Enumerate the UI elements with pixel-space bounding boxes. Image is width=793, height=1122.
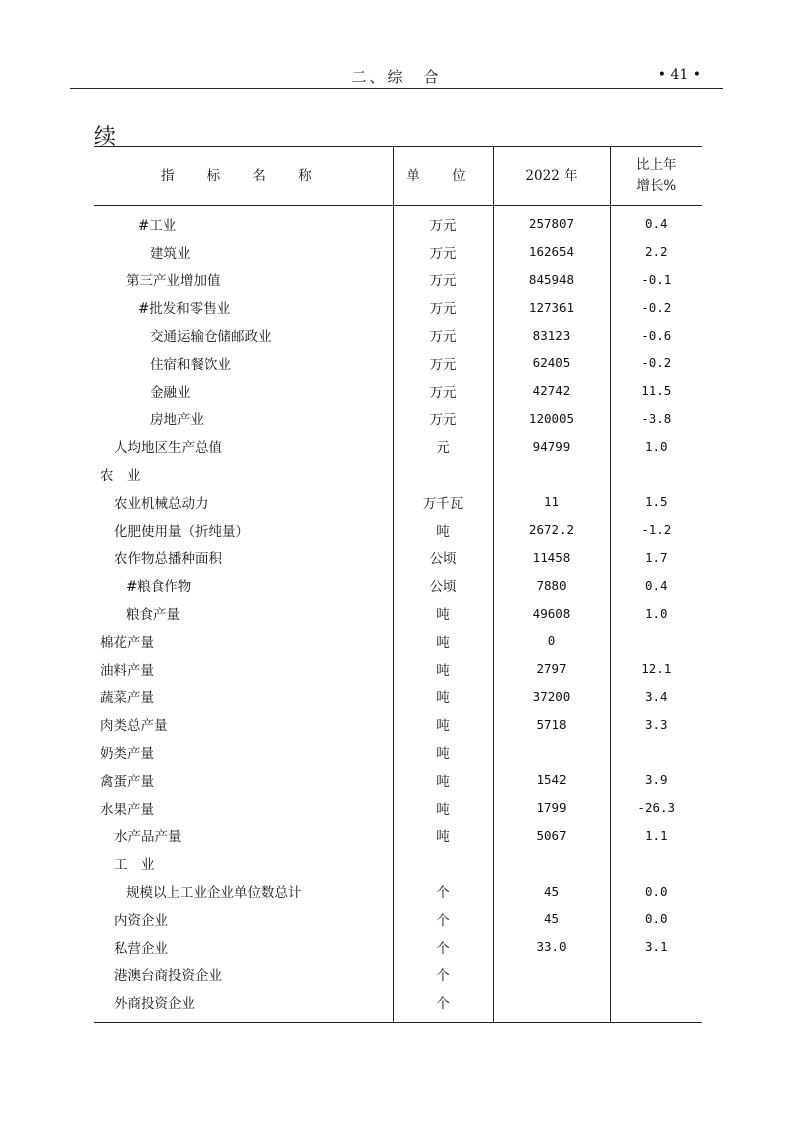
indicator-name: 规模以上工业企业单位数总计	[126, 885, 302, 902]
value-cell: 162654	[493, 238, 610, 266]
table-row	[94, 794, 702, 822]
indicator-name: 金融业	[150, 384, 191, 401]
value-cell: 45	[493, 905, 610, 933]
unit-cell: 吨	[393, 683, 493, 711]
table-row	[94, 238, 702, 266]
value-cell: 1799	[493, 794, 610, 822]
table-row	[94, 961, 702, 989]
table-row	[94, 849, 702, 877]
growth-cell: -0.6	[610, 321, 702, 349]
indicator-name: 私营企业	[114, 940, 168, 957]
indicator-name: 农作物总播种面积	[114, 551, 222, 568]
value-cell: 7880	[493, 571, 610, 599]
table-row	[94, 349, 702, 377]
indicator-name: 房地产业	[150, 412, 204, 429]
column-header-unit: 单 位	[393, 147, 493, 206]
value-cell: 257807	[493, 206, 610, 238]
unit-cell: 个	[393, 905, 493, 933]
unit-cell: 万元	[393, 206, 493, 238]
header-rule	[70, 88, 723, 89]
indicator-name: 棉花产量	[100, 634, 154, 651]
unit-cell: 万千瓦	[393, 488, 493, 516]
table-row	[94, 877, 702, 905]
growth-cell: -1.2	[610, 516, 702, 544]
indicator-name: 化肥使用量（折纯量）	[114, 523, 249, 540]
table-row	[94, 627, 702, 655]
growth-cell: 1.1	[610, 822, 702, 850]
unit-cell: 公顷	[393, 544, 493, 572]
column-header-name: 指 标 名 称	[94, 147, 393, 206]
value-cell: 42742	[493, 377, 610, 405]
growth-cell: 3.4	[610, 683, 702, 711]
unit-cell: 吨	[393, 710, 493, 738]
value-cell: 37200	[493, 683, 610, 711]
table-row	[94, 206, 702, 238]
growth-cell	[610, 460, 702, 488]
growth-cell: -0.2	[610, 293, 702, 321]
growth-cell	[610, 627, 702, 655]
unit-cell: 万元	[393, 321, 493, 349]
table-row	[94, 460, 702, 488]
growth-cell: -3.8	[610, 405, 702, 433]
growth-cell	[610, 988, 702, 1022]
growth-cell: -26.3	[610, 794, 702, 822]
growth-cell: -0.1	[610, 266, 702, 294]
growth-cell: 1.0	[610, 432, 702, 460]
value-cell	[493, 849, 610, 877]
unit-cell: 万元	[393, 405, 493, 433]
table-row	[94, 905, 702, 933]
growth-cell: 3.9	[610, 766, 702, 794]
growth-cell: 0.4	[610, 571, 702, 599]
value-cell: 45	[493, 877, 610, 905]
indicator-name: #批发和零售业	[138, 301, 231, 318]
table-header-row	[94, 147, 702, 206]
indicator-name: 交通运输仓储邮政业	[150, 329, 272, 346]
unit-cell: 元	[393, 432, 493, 460]
growth-cell	[610, 849, 702, 877]
table-row	[94, 405, 702, 433]
value-cell	[493, 961, 610, 989]
growth-cell: 1.7	[610, 544, 702, 572]
unit-cell: 吨	[393, 655, 493, 683]
section-heading: 农 业	[100, 468, 141, 485]
value-cell: 2797	[493, 655, 610, 683]
value-cell	[493, 988, 610, 1022]
growth-cell: 2.2	[610, 238, 702, 266]
value-cell: 127361	[493, 293, 610, 321]
table-row	[94, 710, 702, 738]
growth-cell: 1.5	[610, 488, 702, 516]
indicator-name: 粮食产量	[126, 607, 180, 624]
indicator-name: 农业机械总动力	[114, 495, 209, 512]
unit-cell: 万元	[393, 293, 493, 321]
growth-cell: 3.1	[610, 933, 702, 961]
table-row	[94, 516, 702, 544]
value-cell	[493, 460, 610, 488]
statistics-table	[94, 146, 702, 1023]
unit-cell: 万元	[393, 349, 493, 377]
indicator-name: 禽蛋产量	[100, 773, 154, 790]
unit-cell: 吨	[393, 766, 493, 794]
unit-cell: 万元	[393, 238, 493, 266]
unit-cell: 万元	[393, 377, 493, 405]
table-row	[94, 655, 702, 683]
column-header-growth	[610, 147, 702, 206]
value-cell: 62405	[493, 349, 610, 377]
indicator-name: 住宿和餐饮业	[150, 356, 231, 373]
growth-header-line1: 比上年	[636, 157, 677, 173]
indicator-name: 港澳台商投资企业	[114, 968, 222, 985]
table-row	[94, 766, 702, 794]
unit-cell: 吨	[393, 738, 493, 766]
unit-cell: 个	[393, 961, 493, 989]
value-cell: 83123	[493, 321, 610, 349]
value-cell: 33.0	[493, 933, 610, 961]
unit-cell: 个	[393, 877, 493, 905]
unit-cell: 吨	[393, 822, 493, 850]
growth-cell: -0.2	[610, 349, 702, 377]
value-cell: 11458	[493, 544, 610, 572]
value-cell	[493, 738, 610, 766]
indicator-name: 外商投资企业	[114, 996, 195, 1013]
indicator-name: 奶类产量	[100, 746, 154, 763]
growth-cell: 1.0	[610, 599, 702, 627]
running-header-title: 二、综 合	[351, 68, 442, 86]
indicator-name: #工业	[138, 217, 177, 234]
table-row	[94, 988, 702, 1022]
table-row	[94, 321, 702, 349]
table-row	[94, 933, 702, 961]
value-cell: 5067	[493, 822, 610, 850]
table-row	[94, 544, 702, 572]
indicator-name: 水果产量	[100, 801, 154, 818]
growth-cell: 0.0	[610, 905, 702, 933]
growth-cell: 0.4	[610, 206, 702, 238]
indicator-name: 油料产量	[100, 662, 154, 679]
table-row	[94, 599, 702, 627]
value-cell: 1542	[493, 766, 610, 794]
growth-cell: 11.5	[610, 377, 702, 405]
section-heading: 工 业	[114, 857, 155, 874]
continued-label: 续	[94, 125, 117, 150]
value-cell: 845948	[493, 266, 610, 294]
unit-cell: 公顷	[393, 571, 493, 599]
growth-cell: 12.1	[610, 655, 702, 683]
value-cell: 11	[493, 488, 610, 516]
unit-cell: 吨	[393, 516, 493, 544]
table-row	[94, 738, 702, 766]
indicator-name: 水产品产量	[114, 829, 182, 846]
growth-cell: 0.0	[610, 877, 702, 905]
table-row	[94, 293, 702, 321]
table-row	[94, 266, 702, 294]
growth-cell	[610, 738, 702, 766]
unit-cell: 个	[393, 933, 493, 961]
value-cell: 2672.2	[493, 516, 610, 544]
unit-cell: 个	[393, 988, 493, 1022]
indicator-name: 建筑业	[150, 245, 191, 262]
indicator-name: 蔬菜产量	[100, 690, 154, 707]
table-row	[94, 683, 702, 711]
value-cell: 120005	[493, 405, 610, 433]
unit-cell: 吨	[393, 627, 493, 655]
unit-cell: 吨	[393, 794, 493, 822]
value-cell: 94799	[493, 432, 610, 460]
indicator-name: #粮食作物	[126, 579, 192, 596]
unit-cell: 万元	[393, 266, 493, 294]
growth-cell: 3.3	[610, 710, 702, 738]
table-row	[94, 571, 702, 599]
table-row	[94, 377, 702, 405]
table-row	[94, 488, 702, 516]
growth-cell	[610, 961, 702, 989]
page-number: • 41 •	[657, 67, 701, 83]
growth-header-line2: 增长%	[636, 178, 677, 194]
unit-cell	[393, 460, 493, 488]
table-row	[94, 432, 702, 460]
indicator-name: 人均地区生产总值	[114, 440, 222, 457]
indicator-name: 第三产业增加值	[126, 273, 221, 290]
unit-cell: 吨	[393, 599, 493, 627]
unit-cell	[393, 849, 493, 877]
table-row	[94, 822, 702, 850]
value-cell: 49608	[493, 599, 610, 627]
indicator-name: 内资企业	[114, 912, 168, 929]
indicator-name: 肉类总产量	[100, 718, 168, 735]
value-cell: 0	[493, 627, 610, 655]
column-header-year: 2022 年	[493, 147, 610, 206]
value-cell: 5718	[493, 710, 610, 738]
